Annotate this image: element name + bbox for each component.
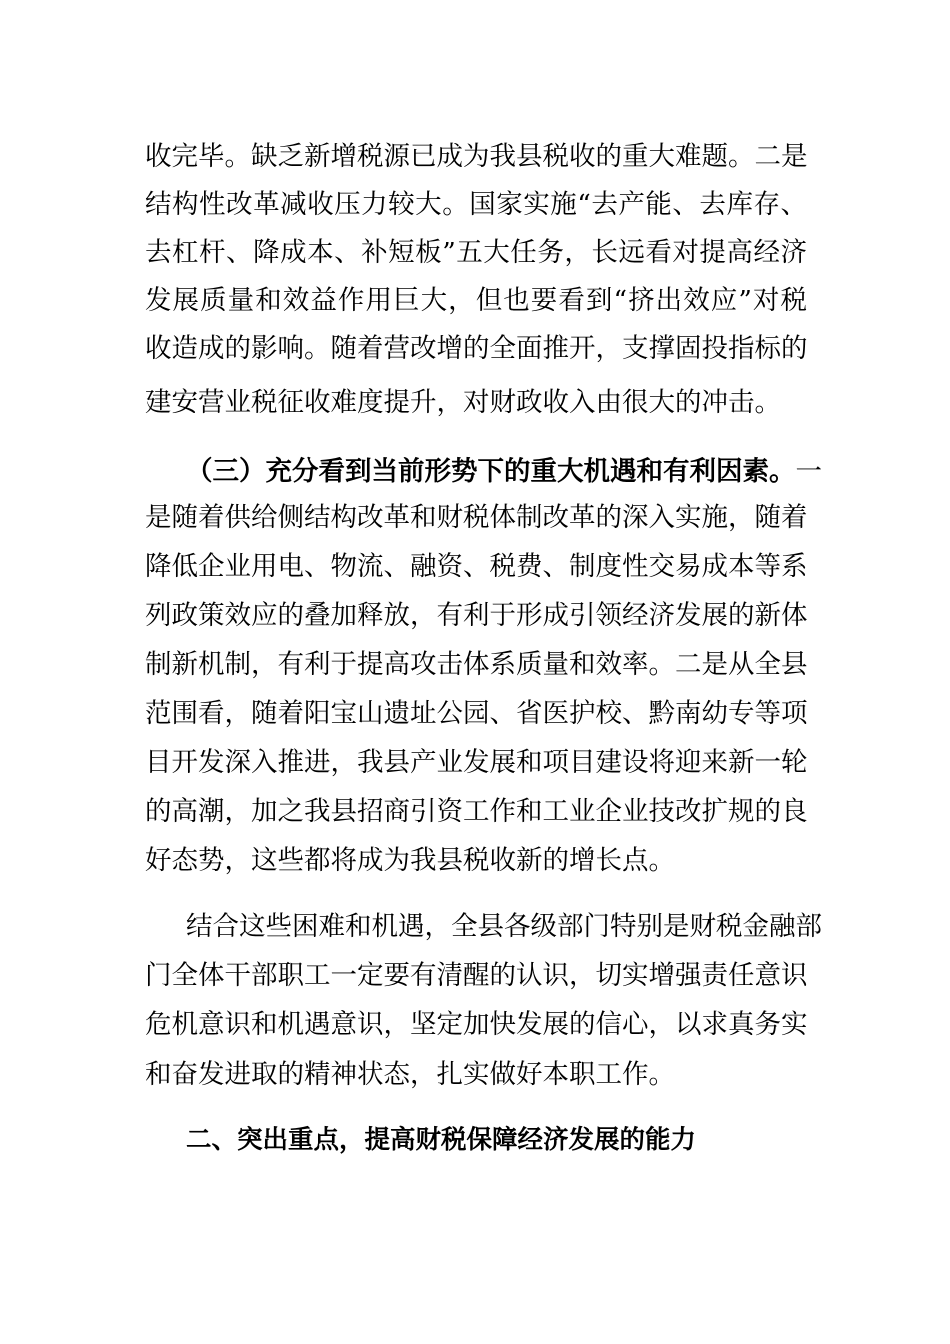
paragraph-2-first-line-rest: 一 xyxy=(795,456,822,487)
paragraph-3-line-4: 和奋发进取的精神状态，扎实做好本职工作。 xyxy=(145,1059,675,1090)
paragraph-2-line-5: 制新机制，有利于提高攻击体系质量和效率。二是从全县 xyxy=(145,649,808,680)
paragraph-2-line-1 xyxy=(186,452,822,492)
paragraph-1-line-1: 收完毕。缺乏新增税源已成为我县税收的重大难题。二是 xyxy=(145,141,808,172)
paragraph-3-line-3: 危机意识和机遇意识，坚定加快发展的信心，以求真务实 xyxy=(145,1009,808,1040)
paragraph-1-line-3: 去杠杆、降成本、补短板”五大任务，长远看对提高经济 xyxy=(145,237,807,268)
paragraph-2-heading: （三）充分看到当前形势下的重大机遇和有利因素。 xyxy=(186,456,796,487)
paragraph-2-line-4: 列政策效应的叠加释放，有利于形成引领经济发展的新体 xyxy=(145,600,808,631)
paragraph-1-line-4: 发展质量和效益作用巨大，但也要看到“挤出效应”对税 xyxy=(145,285,807,316)
paragraph-3-line-2: 门全体干部职工一定要有清醒的认识，切实增强责任意识 xyxy=(145,960,808,991)
paragraph-2-line-2: 是随着供给侧结构改革和财税体制改革的深入实施，随着 xyxy=(145,502,808,533)
section-heading: 二、突出重点，提高财税保障经济发展的能力 xyxy=(186,1125,697,1155)
paragraph-1-line-5: 收造成的影响。随着营改增的全面推开，支撑固投指标的 xyxy=(145,333,808,364)
paragraph-2-line-9: 好态势，这些都将成为我县税收新的增长点。 xyxy=(145,845,675,876)
paragraph-1-line-2: 结构性改革减收压力较大。国家实施“去产能、去库存、 xyxy=(145,189,807,220)
paragraph-1-line-6: 建安营业税征收难度提升，对财政收入由很大的冲击。 xyxy=(145,387,781,418)
paragraph-2-line-6: 范围看，随着阳宝山遗址公园、省医护校、黔南幼专等项 xyxy=(145,698,808,729)
paragraph-3-line-1: 结合这些困难和机遇，全县各级部门特别是财税金融部 xyxy=(186,911,822,942)
paragraph-2-line-8: 的高潮，加之我县招商引资工作和工业企业技改扩规的良 xyxy=(145,796,808,827)
paragraph-2-line-7: 目开发深入推进，我县产业发展和项目建设将迎来新一轮 xyxy=(145,747,808,778)
paragraph-2-line-3: 降低企业用电、物流、融资、税费、制度性交易成本等系 xyxy=(145,551,808,582)
